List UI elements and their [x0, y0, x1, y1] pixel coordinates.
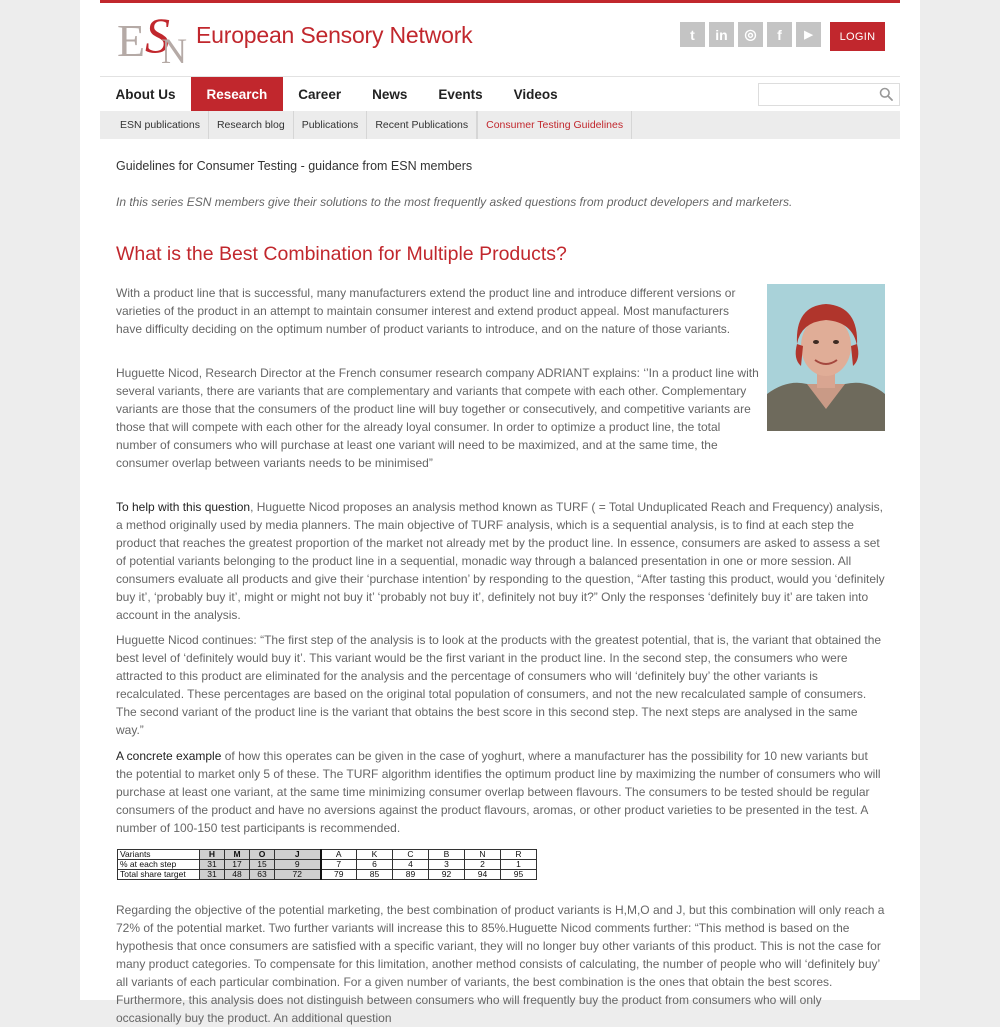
table-cell: 6	[357, 860, 393, 870]
article-heading: What is the Best Combination for Multiple Products?	[116, 243, 567, 265]
table-cell: 92	[429, 870, 465, 880]
table-cell: 48	[225, 870, 250, 880]
table-cell: B	[429, 850, 465, 860]
table-cell: A	[321, 850, 357, 860]
table-cell: 95	[501, 870, 537, 880]
paragraph-5	[116, 747, 886, 837]
table-cell: 4	[393, 860, 429, 870]
table-cell: 85	[357, 870, 393, 880]
table-cell: 31	[200, 860, 225, 870]
table-cell: K	[357, 850, 393, 860]
table-row-label: Variants	[118, 850, 200, 860]
table-row-label: Total share target	[118, 870, 200, 880]
paragraph-3	[116, 498, 886, 624]
nav-news[interactable]: News	[372, 86, 408, 102]
paragraph-5-body: of how this operates can be given in the case of yoghurt, where a manufacturer has the possibility for 10 new variants but the potential to market only 5 of these. The TURF algorithm identifies the optimum product line by maximizing the number of consumers who will purchase at least one variant, at the same time minimizing consumer overlap between flavours. The consumers to be tested should be regular consumers of the product and have no aversions against the product flavours, aromas, or other product varieties to be presented in the test. A number of 100-150 test participants is recommended.	[116, 749, 881, 835]
linkedin-icon[interactable]: in	[709, 22, 734, 47]
subnav-publications[interactable]: Publications	[294, 111, 368, 139]
subnav-esn-publications[interactable]: ESN publications	[112, 111, 209, 139]
search-icon[interactable]	[879, 87, 893, 101]
table-cell: 3	[429, 860, 465, 870]
table-cell: 31	[200, 870, 225, 880]
table-cell: 79	[321, 870, 357, 880]
table-cell: R	[501, 850, 537, 860]
table-row	[118, 860, 537, 870]
table-cell: H	[200, 850, 225, 860]
table-cell: 9	[275, 860, 321, 870]
table-row	[118, 850, 537, 860]
sub-nav	[100, 111, 900, 139]
login-button[interactable]: LOGIN	[830, 22, 885, 51]
table-cell: N	[465, 850, 501, 860]
paragraph-3-lead: To help with this question	[116, 500, 251, 514]
table-cell: C	[393, 850, 429, 860]
search-input[interactable]	[759, 84, 874, 105]
search-box	[758, 83, 900, 106]
social-links	[680, 22, 821, 47]
nav-career[interactable]: Career	[298, 86, 342, 102]
site-title[interactable]: European Sensory Network	[196, 22, 473, 48]
table-cell: 72	[275, 870, 321, 880]
paragraph-4: Huguette Nicod continues: “The first step of the analysis is to look at the products with the greatest potential, that is, the variant that obtained the best level of ‘definitely would buy it’. This variant would be the first variant in the product line. In the second step, the consumers who were attracted to this product are eliminated for the analysis and the percentage of consumers who will ‘definitely buy’ the other variants is recalculated. These percentages are based on the original total population of consumers, and not the new recalculated sample of consumers. The second variant of the product line is the variant that obtains the best score in this second step. The next steps are analysed in the same way.”	[116, 633, 882, 737]
nav-videos[interactable]: Videos	[513, 86, 558, 102]
author-portrait	[767, 284, 885, 431]
esn-logo[interactable]	[117, 7, 187, 71]
nav-about-us[interactable]: About Us	[115, 86, 176, 102]
table-cell: 17	[225, 860, 250, 870]
paragraph-6: Regarding the objective of the potential marketing, the best combination of product variants is H,M,O and J, but this combination will only reach a 72% of the potential market. Two further variants will increase this to 85%.Huguette Nicod comments further: “This method is based on the hypothesis that once consumers are satisfied with a specific variant, they will no longer buy other variants of this product. This is not the case for many product categories. To compensate for this limitation, another method consists of calculating, the number of people who will ‘definitely buy’ all variants of each particular combination. For a given number of variants, the best combination is the ones that obtain the best scores. Furthermore, this analysis does not distinguish between consumers who will frequently buy the product from consumers who will only occasionally buy the product. An additional question	[116, 903, 885, 1025]
paragraph-1: With a product line that is successful, many manufacturers extend the product line and introduce different versions or varieties of the product in an attempt to maintain consumer interest and extend product appeal. Most manufacturers have difficulty deciding on the optimum number of product variants to introduce, and on the nature of those variants.	[116, 286, 736, 336]
guide-title: Guidelines for Consumer Testing - guidance from ESN members	[116, 159, 473, 173]
subnav-research-blog[interactable]: Research blog	[209, 111, 294, 139]
table-cell: O	[250, 850, 275, 860]
logo-letter-s: S	[145, 7, 170, 63]
table-cell: 15	[250, 860, 275, 870]
table-cell: 94	[465, 870, 501, 880]
top-accent-bar	[100, 0, 900, 3]
instagram-icon[interactable]: ◎	[738, 22, 763, 47]
nav-events[interactable]: Events	[438, 86, 483, 102]
table-cell: M	[225, 850, 250, 860]
paragraph-5-lead: A concrete example	[116, 749, 222, 763]
turf-table	[117, 849, 537, 880]
table-cell: 89	[393, 870, 429, 880]
table-cell: J	[275, 850, 321, 860]
paragraph-3-body: , Huguette Nicod proposes an analysis method known as TURF ( = Total Unduplicated Reach and Frequency) analysis, a method originally used by media planners. The main objective of TURF analysis, which is a sequential analysis, is to find at each step the product that reaches the greatest proportion of the market not already met by the product line. In essence, consumers are asked to assess a set of potential variants belonging to the product line in a sequential, monadic way through a balanced presentation in one or more session. All consumers evaluate all products and give their ‘purchase intention’ by responding to the question, “After tasting this product, would you ‘definitely buy it’, ‘probably buy it’, might or might not buy it’ ‘probably not buy it’, definitely not buy it?” Only the responses ‘definitely buy it’ are taken into account in the analysis.	[116, 500, 885, 622]
table-cell: 2	[465, 860, 501, 870]
paragraph-2: Huguette Nicod, Research Director at the French consumer research company ADRIANT explains: ‘’In a product line with several variants, there are variants that are complementary and variants that compete with each other. Complementary variants are those that the consumers of the product line will buy together or consecutively, and competitive variants are those that will compete with each other for the already loyal consumer. In order to optimize a product line, the total number of consumers who will purchase at least one variant will need to be maximized, and at the same time, the consumer overlap between variants needs to be minimised”	[116, 366, 759, 470]
logo-letter-e: E	[117, 15, 144, 66]
table-row-label: % at each step	[118, 860, 200, 870]
table-cell: 1	[501, 860, 537, 870]
table-row	[118, 870, 537, 880]
table-cell: 63	[250, 870, 275, 880]
table-cell: 7	[321, 860, 357, 870]
subnav-consumer-testing-guidelines[interactable]: Consumer Testing Guidelines	[477, 111, 632, 139]
youtube-icon[interactable]: ▶	[796, 22, 821, 47]
logo-letter-n: N	[161, 31, 187, 71]
twitter-icon[interactable]: t	[680, 22, 705, 47]
subnav-recent-publications[interactable]: Recent Publications	[367, 111, 477, 139]
nav-research[interactable]: Research	[191, 77, 283, 111]
facebook-icon[interactable]: f	[767, 22, 792, 47]
intro-text: In this series ESN members give their solutions to the most frequently asked questions from product developers and marketers.	[116, 195, 793, 209]
main-nav	[100, 77, 573, 111]
